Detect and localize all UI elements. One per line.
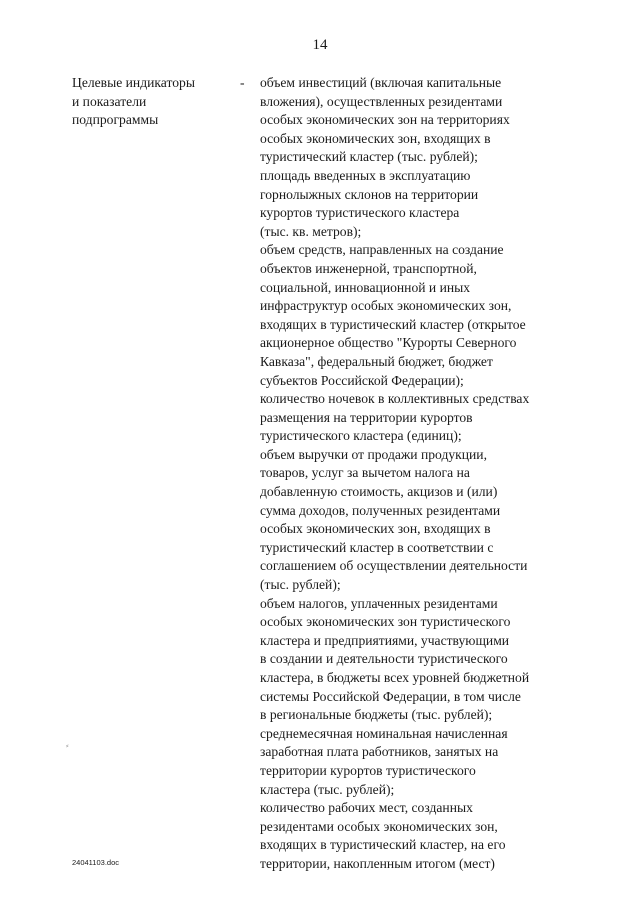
label-line: подпрограммы	[72, 112, 159, 128]
content-line: входящих в туристический кластер (открытое	[260, 316, 526, 332]
label-line: Целевые индикаторы	[72, 75, 195, 90]
content-line: особых экономических зон, входящих в	[260, 130, 491, 146]
label-line: и показатели	[72, 93, 147, 109]
content-line: объем инвестиций (включая капитальные	[260, 75, 502, 90]
content-line: системы Российской Федерации, в том числе	[260, 688, 521, 704]
content-line: объем налогов, уплаченных резидентами	[260, 595, 498, 611]
content-line: (тыс. кв. метров);	[260, 223, 362, 239]
content-line: площадь введенных в эксплуатацию	[260, 167, 471, 183]
content-line: особых экономических зон, входящих в	[260, 521, 491, 537]
content-line: социальной, инновационной и иных	[260, 279, 471, 295]
content-line: курортов туристического кластера	[260, 205, 460, 221]
content-line: резидентами особых экономических зон,	[260, 818, 498, 834]
content-line: инфраструктур особых экономических зон,	[260, 298, 512, 314]
content-line: горнолыжных склонов на территории	[260, 186, 479, 202]
content-line: количество ночевок в коллективных средствах	[260, 391, 530, 407]
content-line: субъектов Российской Федерации);	[260, 372, 464, 388]
dash-separator: -	[240, 75, 245, 90]
margin-mark: ⸗	[66, 741, 69, 750]
content-line: акционерное общество "Курорты Северного	[260, 335, 517, 351]
content-line: туристический кластер (тыс. рублей);	[260, 149, 478, 165]
indicators-content	[260, 74, 590, 874]
content-line: в создании и деятельности туристического	[260, 651, 508, 667]
content-line: количество рабочих мест, созданных	[260, 800, 473, 816]
content-line: территории, накопленным итогом (мест)	[260, 855, 495, 871]
content-line: сумма доходов, полученных резидентами	[260, 502, 501, 518]
content-line: соглашением об осуществлении деятельности	[260, 558, 528, 574]
content-line: входящих в туристический кластер, на его	[260, 837, 506, 853]
content-line: товаров, услуг за вычетом налога на	[260, 465, 470, 481]
content-line: особых экономических зон туристического	[260, 614, 511, 630]
content-line: заработная плата работников, занятых на	[260, 744, 499, 760]
indicators-label	[72, 74, 232, 130]
content-line: добавленную стоимость, акцизов и (или)	[260, 484, 498, 500]
content-line: вложения), осуществленных резидентами	[260, 93, 503, 109]
content-line: кластера (тыс. рублей);	[260, 781, 395, 797]
content-line: размещения на территории курортов	[260, 409, 473, 425]
content-line: кластера и предприятиями, участвующими	[260, 632, 510, 648]
content-line: Кавказа", федеральный бюджет, бюджет	[260, 353, 493, 369]
content-line: объем выручки от продажи продукции,	[260, 446, 487, 462]
document-filename: 24041103.doc	[72, 858, 119, 867]
content-line: особых экономических зон на территориях	[260, 112, 510, 128]
content-line: туристический кластер в соответствии с	[260, 539, 494, 555]
content-line: территории курортов туристического	[260, 762, 476, 778]
content-line: объектов инженерной, транспортной,	[260, 260, 477, 276]
page-number: 14	[312, 37, 328, 53]
content-line: (тыс. рублей);	[260, 577, 341, 593]
content-line: кластера, в бюджеты всех уровней бюджетной	[260, 670, 530, 685]
content-line: в региональные бюджеты (тыс. рублей);	[260, 707, 493, 723]
content-line: среднемесячная номинальная начисленная	[260, 725, 508, 741]
content-line: объем средств, направленных на создание	[260, 242, 504, 258]
content-line: туристического кластера (единиц);	[260, 428, 462, 444]
